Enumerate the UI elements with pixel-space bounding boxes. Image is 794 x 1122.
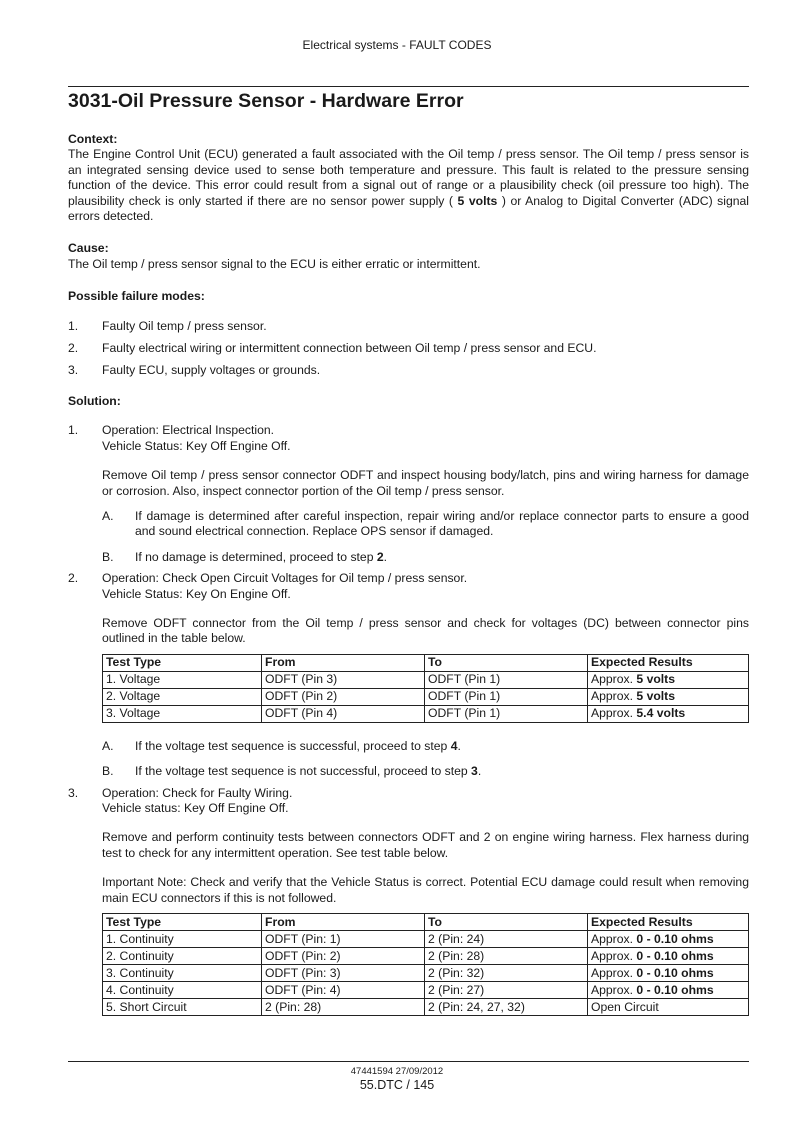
table-cell: 3. Continuity (103, 965, 262, 982)
result-value: 5 volts (636, 672, 676, 687)
step-number: 2. (68, 571, 79, 586)
list-item-number: 3. (68, 363, 79, 378)
result-prefix: Approx. (591, 689, 634, 704)
table-row (103, 671, 749, 688)
table-cell (588, 965, 749, 982)
list-item-text: Faulty Oil temp / press sensor. (102, 318, 267, 333)
step-number: 1. (68, 423, 79, 438)
footer-page-number: 55.DTC / 145 (359, 1078, 435, 1092)
sub-item-letter: A. (102, 508, 114, 523)
step-operation: Operation: Electrical Inspection. (102, 423, 275, 438)
solution-step-3 (68, 786, 749, 1016)
table-cell: 2 (Pin: 24) (425, 931, 588, 948)
table-cell (588, 671, 749, 688)
step-sub-item-a (102, 739, 749, 754)
table-header-cell: Test Type (103, 914, 262, 931)
table-cell (588, 948, 749, 965)
step-sub-item-a (102, 509, 749, 540)
footer-document-id: 47441594 27/09/2012 (350, 1066, 444, 1077)
sub-item-text: If the voltage test sequence is not successful, proceed to step (135, 764, 468, 779)
continuity-test-table (102, 913, 749, 1016)
failure-modes-list (68, 319, 749, 379)
table-row (103, 999, 749, 1016)
list-item-text: Faulty ECU, supply voltages or grounds. (102, 363, 321, 378)
table-cell: 2 (Pin: 28) (425, 948, 588, 965)
list-item-number: 1. (68, 318, 79, 333)
table-header-cell: From (262, 654, 425, 671)
result-prefix: Approx. (591, 931, 634, 946)
table-row (103, 965, 749, 982)
list-item-text: Faulty electrical wiring or intermittent connection between Oil temp / press sensor and ECU. (102, 341, 597, 356)
title-rule (68, 86, 749, 87)
table-row (103, 982, 749, 999)
table-header-row (103, 654, 749, 671)
table-cell: 2. Continuity (103, 948, 262, 965)
sub-item-letter: B. (102, 764, 114, 779)
table-cell: 5. Short Circuit (103, 999, 262, 1016)
solution-step-1 (68, 423, 749, 565)
page-header: Electrical systems - FAULT CODES (302, 38, 492, 52)
table-cell: ODFT (Pin: 3) (262, 965, 425, 982)
table-cell: ODFT (Pin 1) (425, 688, 588, 705)
result-value: 0 - 0.10 ohms (636, 965, 714, 980)
table-cell: ODFT (Pin 3) (262, 671, 425, 688)
result-prefix: Open Circuit (591, 999, 659, 1014)
step-vehicle-status: Vehicle Status: Key On Engine Off. (102, 586, 291, 601)
table-row (103, 688, 749, 705)
step-description: Remove Oil temp / press sensor connector ODFT and inspect housing body/latch, pins and wiring harness for damage or corrosion. Also, inspect connector portion of the Oil temp / press sensor. (102, 468, 749, 498)
table-cell: 1. Continuity (103, 931, 262, 948)
step-sub-item-b (102, 764, 749, 779)
sub-item-text-end: . (383, 549, 388, 564)
list-item (68, 341, 749, 356)
page-content (68, 132, 749, 1016)
table-cell: 1. Voltage (103, 671, 262, 688)
result-prefix: Approx. (591, 706, 634, 721)
sub-item-text-end: . (457, 738, 461, 753)
footer-rule (68, 1061, 749, 1062)
list-item (68, 363, 749, 378)
context-text-b: ) or Analog to Digital Converter (ADC) signal errors detected. (68, 193, 750, 224)
table-cell (588, 931, 749, 948)
sub-item-step-ref: 4 (450, 738, 458, 753)
result-prefix: Approx. (591, 965, 634, 980)
context-text-a: The Engine Control Unit (ECU) generated a fault associated with the Oil temp / press sensor. The Oil temp / press sensor is an integrated sensing device used to sense both temperature and pressure. This fault is related to the pressure sensing function of the device. This error could result from a signal out of range or a plausibility check (oil pressure too high). The plausibility check is only started if there are no sensor power supply ( (68, 147, 749, 208)
table-cell: ODFT (Pin: 1) (262, 931, 425, 948)
result-value: 5 volts (636, 689, 676, 704)
cause-text: The Oil temp / press sensor signal to the ECU is either erratic or intermittent. (68, 256, 481, 271)
table-cell: ODFT (Pin 1) (425, 671, 588, 688)
table-cell: 2 (Pin: 27) (425, 982, 588, 999)
table-cell: 2 (Pin: 28) (262, 999, 425, 1016)
table-cell (588, 982, 749, 999)
table-header-cell: Test Type (103, 654, 262, 671)
page-title: 3031-Oil Pressure Sensor - Hardware Error (68, 90, 464, 112)
result-value: 0 - 0.10 ohms (636, 982, 714, 997)
result-prefix: Approx. (591, 672, 634, 687)
table-header-cell: To (425, 914, 588, 931)
sub-item-text: If damage is determined after careful inspection, repair wiring and/or replace connector parts to ensure a good and sound electrical connection. Replace OPS sensor if damaged. (135, 508, 749, 539)
step-operation: Operation: Check Open Circuit Voltages for Oil temp / press sensor. (102, 571, 468, 586)
table-row (103, 931, 749, 948)
result-value: 0 - 0.10 ohms (636, 931, 714, 946)
context-heading: Context: (68, 132, 118, 146)
table-cell (588, 688, 749, 705)
step-vehicle-status: Vehicle status: Key Off Engine Off. (102, 800, 289, 815)
sub-item-text-end: . (477, 764, 482, 779)
result-prefix: Approx. (591, 982, 634, 997)
table-cell: 2. Voltage (103, 688, 262, 705)
sub-item-text: If the voltage test sequence is successful, proceed to step (135, 738, 448, 753)
step-number: 3. (68, 785, 79, 800)
voltage-test-table (102, 654, 749, 723)
failure-modes-heading: Possible failure modes: (68, 289, 205, 304)
sub-item-step-ref: 2 (376, 549, 384, 564)
table-header-cell: Expected Results (588, 654, 749, 671)
table-header-row (103, 914, 749, 931)
step-operation: Operation: Check for Faulty Wiring. (102, 785, 293, 800)
table-header-cell: Expected Results (588, 914, 749, 931)
sub-item-text: If no damage is determined, proceed to step (135, 549, 374, 564)
table-row (103, 948, 749, 965)
step-vehicle-status: Vehicle Status: Key Off Engine Off. (102, 438, 291, 453)
step-description: Remove ODFT connector from the Oil temp / press sensor and check for voltages (DC) between connector pins outlined in the table below. (102, 615, 749, 646)
table-cell: 2 (Pin: 32) (425, 965, 588, 982)
solution-heading: Solution: (68, 393, 121, 408)
table-header-cell: To (425, 654, 588, 671)
table-cell (588, 999, 749, 1016)
table-cell: ODFT (Pin 2) (262, 688, 425, 705)
table-cell: 4. Continuity (103, 982, 262, 999)
table-cell: ODFT (Pin 4) (262, 705, 425, 722)
result-value: 5.4 volts (636, 706, 686, 721)
table-cell: ODFT (Pin: 4) (262, 982, 425, 999)
step-sub-item-b (102, 550, 749, 565)
solution-step-2 (68, 571, 749, 779)
table-cell (588, 705, 749, 722)
step-description: Remove and perform continuity tests between connectors ODFT and 2 on engine wiring harness. Flex harness during test to check for any intermittent operation. See test table below. (102, 830, 749, 860)
sub-item-letter: A. (102, 738, 114, 753)
table-cell: 2 (Pin: 24, 27, 32) (425, 999, 588, 1016)
sub-item-step-ref: 3 (471, 764, 478, 779)
important-note: Important Note: Check and verify that the Vehicle Status is correct. Potential ECU damage could result when removing main ECU connectors if this is not followed. (102, 875, 749, 905)
context-text-bold: 5 volts (457, 193, 498, 208)
list-item (68, 319, 749, 334)
table-row (103, 705, 749, 722)
table-header-cell: From (262, 914, 425, 931)
context-text (68, 147, 749, 224)
cause-heading: Cause: (68, 241, 109, 256)
table-cell: ODFT (Pin: 2) (262, 948, 425, 965)
table-cell: 3. Voltage (103, 705, 262, 722)
list-item-number: 2. (68, 341, 79, 356)
sub-item-letter: B. (102, 549, 114, 564)
result-prefix: Approx. (591, 948, 634, 963)
table-cell: ODFT (Pin 1) (425, 705, 588, 722)
result-value: 0 - 0.10 ohms (636, 948, 714, 963)
